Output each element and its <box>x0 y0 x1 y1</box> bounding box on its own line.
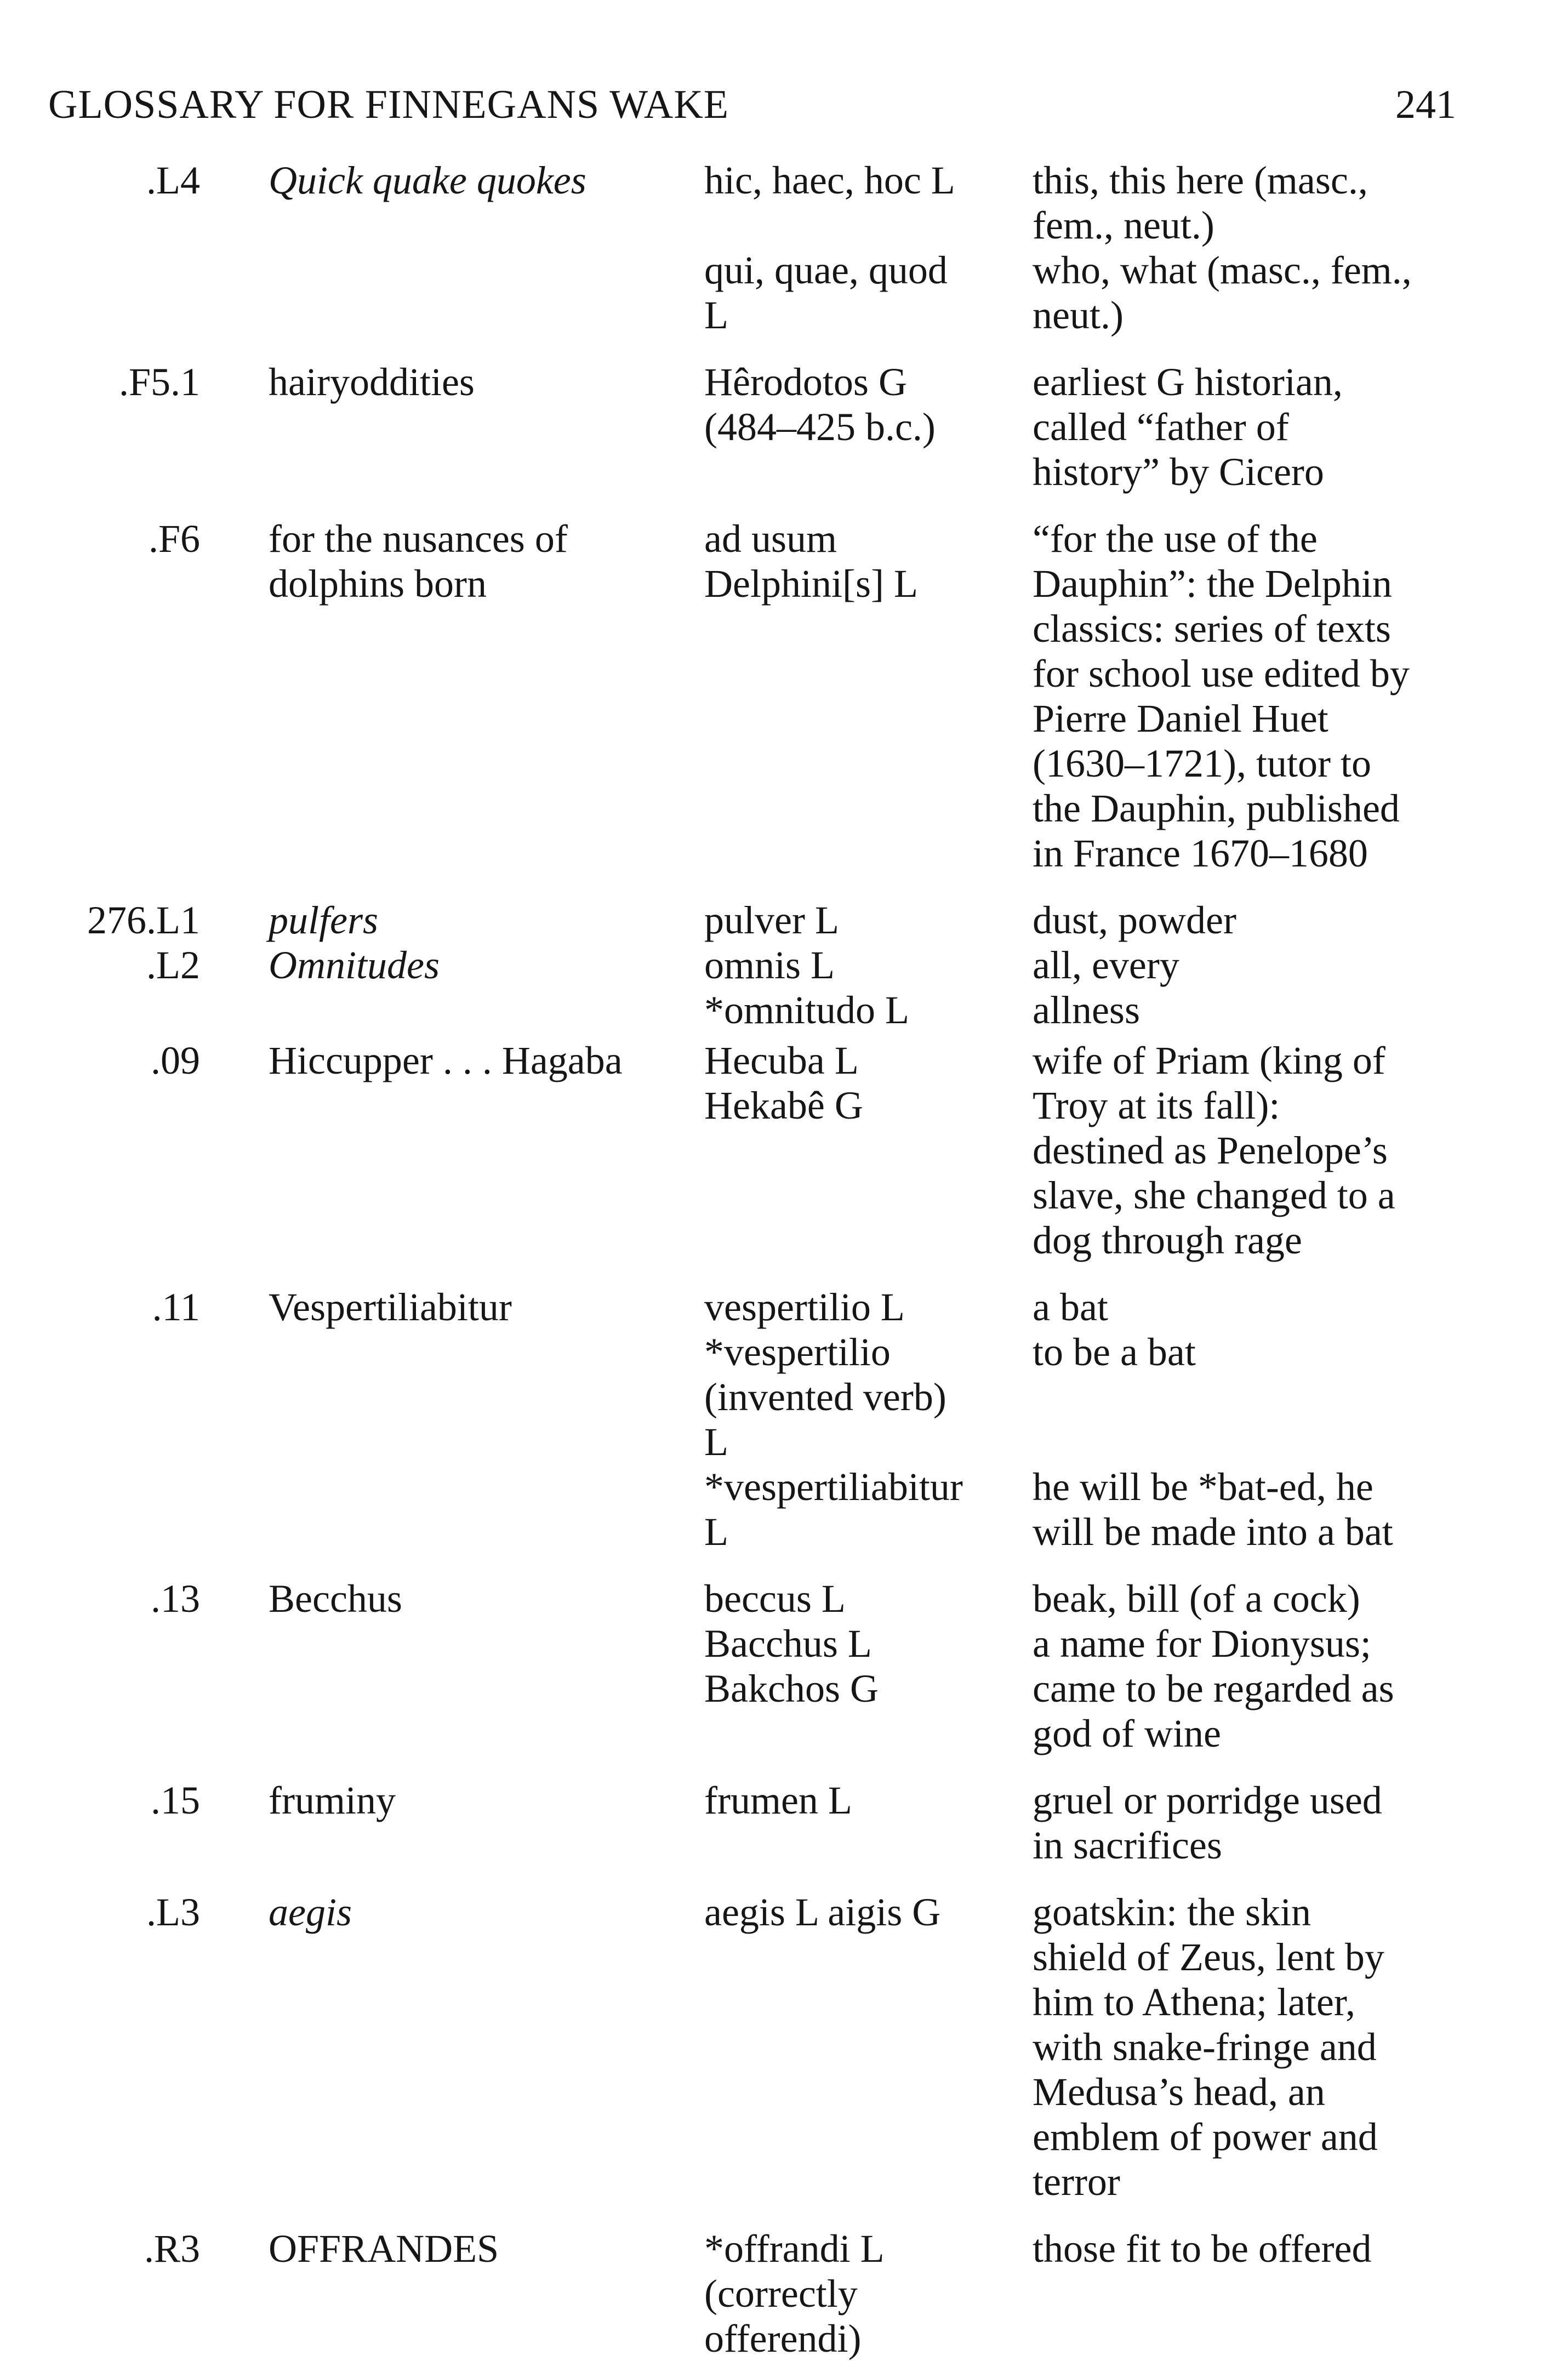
entry-reference: .L3 <box>146 1890 200 1934</box>
entry-word: aegis <box>269 1890 352 1934</box>
entry-gloss: those fit to be offered <box>1033 2227 1372 2271</box>
glossary-entry <box>0 1778 1568 1868</box>
entry-gloss: dust, powder <box>1033 898 1236 942</box>
entry-reference: .F6 <box>148 517 200 561</box>
entry-source-form: frumen L <box>704 1778 852 1822</box>
entry-word: hairyoddities <box>269 360 475 404</box>
glossary-entries <box>0 158 1568 2361</box>
entry-gloss: all, every allness <box>1033 943 1179 1032</box>
glossary-entry <box>0 898 1568 943</box>
entry-reference: .11 <box>152 1285 200 1329</box>
entry-source-form: ad usum Delphini[s] L <box>704 517 918 606</box>
entry-reference: .F5.1 <box>118 360 200 404</box>
entry-word: OFFRANDES <box>269 2227 499 2271</box>
glossary-entry <box>0 516 1568 876</box>
entry-source-form: Hêrodotos G (484–425 b.c.) <box>704 360 936 449</box>
entry-reference: .R3 <box>144 2227 200 2271</box>
entry-word: fruminy <box>269 1778 396 1822</box>
entry-source-form: omnis L *omnitudo L <box>704 943 909 1032</box>
glossary-entry <box>0 2226 1568 2361</box>
glossary-entry <box>0 360 1568 494</box>
entry-gloss: earliest G historian, called “father of history” by Cicero <box>1033 360 1343 494</box>
entry-word: Becchus <box>269 1577 402 1621</box>
glossary-entry <box>0 1285 1568 1464</box>
entry-source-form: aegis L aigis G <box>704 1890 941 1934</box>
entry-source-form: pulver L <box>704 898 839 942</box>
entry-gloss: who, what (masc., fem., neut.) <box>1033 248 1412 337</box>
entry-word: pulfers <box>269 898 379 942</box>
entry-word: Vespertiliabitur <box>269 1285 512 1329</box>
entry-reference: .L4 <box>146 158 200 202</box>
entry-source-form: Hecuba L Hekabê G <box>704 1039 863 1127</box>
entry-reference: .15 <box>151 1778 200 1822</box>
glossary-entry <box>0 1890 1568 2204</box>
glossary-entry-continuation <box>0 1464 1568 1554</box>
entry-reference: .09 <box>151 1039 200 1082</box>
entry-gloss: wife of Priam (king of Troy at its fall): destined as Penelope’s slave, she changed to a dog through rage <box>1033 1039 1395 1262</box>
entry-source-form: *offrandi L (correctly offerendi) <box>704 2227 885 2360</box>
glossary-entry <box>0 158 1568 248</box>
entry-reference: .13 <box>151 1577 200 1621</box>
glossary-entry <box>0 943 1568 1033</box>
glossary-entry-continuation <box>0 248 1568 338</box>
glossary-entry <box>0 1038 1568 1263</box>
glossary-entry <box>0 1576 1568 1756</box>
entry-source-form: beccus L Bacchus L Bakchos G <box>704 1577 879 1710</box>
entry-source-form: hic, haec, hoc L <box>704 158 955 202</box>
entry-source-form: *vespertiliabitur L <box>704 1465 963 1554</box>
page-number: 241 <box>1395 82 1456 127</box>
running-head: GLOSSARY FOR FINNEGANS WAKE <box>48 82 729 127</box>
entry-gloss: this, this here (masc., fem., neut.) <box>1033 158 1368 247</box>
entry-source-form: vespertilio L *vespertilio (invented verb) L <box>704 1285 946 1464</box>
entry-word: Hiccupper . . . Hagaba <box>269 1039 623 1082</box>
entry-gloss: “for the use of the Dauphin”: the Delphin classics: series of texts for school use edited by Pierre Daniel Huet (1630–1721), tutor to the Dauphin, published in France 1670–1680 <box>1033 517 1410 875</box>
entry-source-form: qui, quae, quod L <box>704 248 948 337</box>
entry-word: Omnitudes <box>269 943 440 987</box>
entry-reference: 276.L1 <box>87 898 200 942</box>
entry-gloss: beak, bill (of a cock) a name for Dionysus; came to be regarded as god of wine <box>1033 1577 1394 1755</box>
entry-gloss: goatskin: the skin shield of Zeus, lent by him to Athena; later, with snake-fringe and Medusa’s head, an emblem of power and terror <box>1033 1890 1384 2204</box>
entry-word: Quick quake quokes <box>269 158 586 202</box>
entry-gloss: he will be *bat-ed, he will be made into a bat <box>1033 1465 1393 1554</box>
entry-gloss: a bat to be a bat <box>1033 1285 1196 1374</box>
entry-word: for the nusances of dolphins born <box>269 517 568 606</box>
page-header <box>48 82 1473 137</box>
entry-reference: .L2 <box>146 943 200 987</box>
entry-gloss: gruel or porridge used in sacrifices <box>1033 1778 1382 1867</box>
